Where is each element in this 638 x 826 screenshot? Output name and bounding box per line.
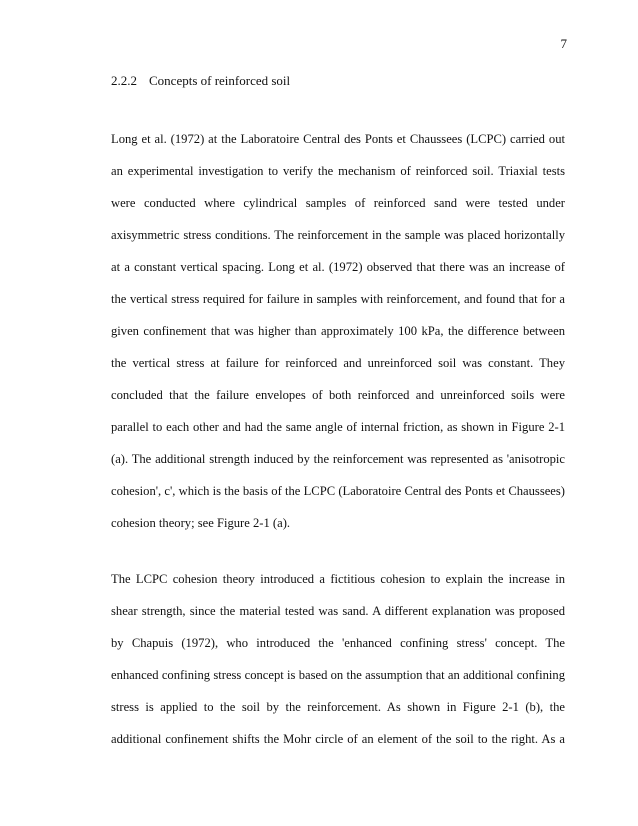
- paragraph-line: parallel to each other and had the same angle of internal friction, as shown in Figure 2-1: [111, 420, 565, 434]
- section-heading: [111, 73, 290, 89]
- section-number: 2.2.2: [111, 73, 137, 88]
- paragraph-line: cohesion', c', which is the basis of the LCPC (Laboratoire Central des Ponts et Chaussees): [111, 484, 565, 498]
- paragraph-line: were conducted where cylindrical samples of reinforced sand were tested under: [111, 196, 565, 210]
- paragraph-line: (a). The additional strength induced by the reinforcement was represented as 'anisotropic: [111, 452, 565, 466]
- paragraph-line: stress is applied to the soil by the reinforcement. As shown in Figure 2-1 (b), the: [111, 700, 565, 714]
- paragraph-line: the vertical stress required for failure in samples with reinforcement, and found that for a: [111, 292, 565, 306]
- paragraph-line: given confinement that was higher than approximately 100 kPa, the difference between: [111, 324, 565, 338]
- section-title: Concepts of reinforced soil: [149, 73, 291, 88]
- paragraph-line: additional confinement shifts the Mohr circle of an element of the soil to the right. As a: [111, 732, 565, 746]
- paragraph-line: the vertical stress at failure for reinforced and unreinforced soil was constant. They: [111, 356, 565, 370]
- paragraph-line: at a constant vertical spacing. Long et al. (1972) observed that there was an increase of: [111, 260, 565, 274]
- paragraph-line: shear strength, since the material tested was sand. A different explanation was proposed: [111, 604, 565, 618]
- paragraph-line: enhanced confining stress concept is based on the assumption that an additional confining: [111, 668, 565, 682]
- paragraph-line: cohesion theory; see Figure 2-1 (a).: [111, 516, 291, 530]
- paragraph-line: Long et al. (1972) at the Laboratoire Central des Ponts et Chaussees (LCPC) carried out: [111, 132, 565, 146]
- paragraph-line: by Chapuis (1972), who introduced the 'enhanced confining stress' concept. The: [111, 636, 565, 650]
- paragraph-line: an experimental investigation to verify the mechanism of reinforced soil. Triaxial tests: [111, 164, 565, 178]
- paragraph-line: axisymmetric stress conditions. The reinforcement in the sample was placed horizontally: [111, 228, 565, 242]
- paragraph-line: concluded that the failure envelopes of both reinforced and unreinforced soils were: [111, 388, 565, 402]
- paragraph-line: The LCPC cohesion theory introduced a fictitious cohesion to explain the increase in: [111, 572, 565, 586]
- page-number: 7: [560, 36, 567, 51]
